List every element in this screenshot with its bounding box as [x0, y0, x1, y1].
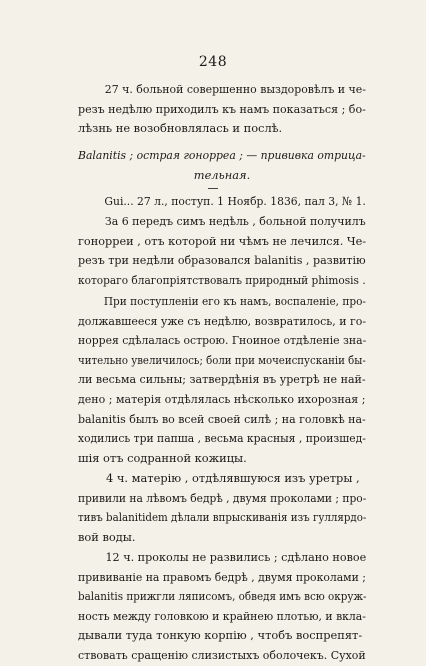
- paragraph-admission: [78, 292, 366, 468]
- text-line: норрея сдѣлалась острою. Гноиное отдѣленіе зна-: [78, 333, 367, 348]
- case-header-line: Gui... 27 л., поступ. 1 Ноябр. 1836, пал 3, № 1.: [104, 194, 366, 208]
- heading-line: тельная.: [193, 167, 251, 182]
- text-line: balanitis прижгли ляписомъ, обведя имъ всю окруж-: [78, 589, 367, 604]
- text-line: ходились три папша , весьма красныя , произшед-: [78, 431, 366, 446]
- text-line: дено ; матерія отдѣлялась нѣсколько ихорозная ;: [78, 391, 366, 406]
- text-line: должавшееся уже съ недѣлю, возвратилось, и го-: [78, 313, 367, 328]
- text-line: лѣзнь не возобновлялась и послѣ.: [78, 121, 283, 136]
- text-line: котораго благопріятствовалъ природный phimosis .: [78, 272, 366, 287]
- text-line: 12 ч. проколы не развились ; сдѣлано новое: [105, 550, 367, 564]
- heading-line: Balanitis ; острая гонорреа ; — прививка отрица-: [78, 148, 366, 162]
- case-heading: [78, 146, 366, 185]
- text-line: 27 ч. больной совершенно выздоровѣлъ и че-: [104, 82, 366, 96]
- text-line: ствовать сращенію слизистыхъ оболочекъ. Сухой: [78, 647, 366, 662]
- text-line: шія отъ содранной кожицы.: [78, 450, 247, 465]
- text-line: ность между головкою и крайнею плотью, и вкла-: [78, 608, 366, 623]
- text-line: ли весьма сильны; затвердѣнія въ уретрѣ не най-: [78, 372, 366, 387]
- page-number: 248: [198, 54, 228, 70]
- text-line: За 6 передъ симъ недѣль , больной получилъ: [104, 214, 366, 228]
- text-line: дывали туда тонкую корпію , чтобъ воспрепят-: [78, 628, 363, 643]
- text-line: гонорреи , отъ которой ни чѣмъ не лечился. Че-: [78, 233, 367, 248]
- text-line: резъ недѣлю приходилъ къ намъ показаться ; бо-: [78, 101, 366, 116]
- paragraph-day4: [78, 469, 366, 547]
- section-divider: [208, 188, 218, 189]
- text-line: привили на лѣвомъ бедрѣ , двумя проколами ; про-: [78, 490, 367, 505]
- paragraph-recovery: [78, 80, 366, 139]
- paragraph-day12: [78, 548, 366, 666]
- text-line: При поступленіи его къ намъ, воспаленіе, про-: [103, 294, 366, 308]
- text-line: прививаніе на правомъ бедрѣ , двумя проколами ;: [78, 569, 366, 584]
- text-line: balanitis былъ во всей своей силѣ ; на головкѣ на-: [78, 411, 366, 426]
- paragraph-anamnesis: [78, 212, 366, 290]
- text-line: тивъ balanitidem дѣлали впрыскиванія изъ гуллярдо-: [78, 510, 367, 525]
- case-header: [78, 192, 366, 212]
- text-line: чительно увеличилось; боли при мочеиспусканіи бы-: [78, 352, 366, 367]
- text-line: вой воды.: [78, 529, 136, 544]
- text-line: резъ три недѣли образовался balanitis , развитію: [78, 253, 366, 268]
- text-line: 4 ч. матерію , отдѣлявшуюся изъ уретры ,: [106, 471, 360, 485]
